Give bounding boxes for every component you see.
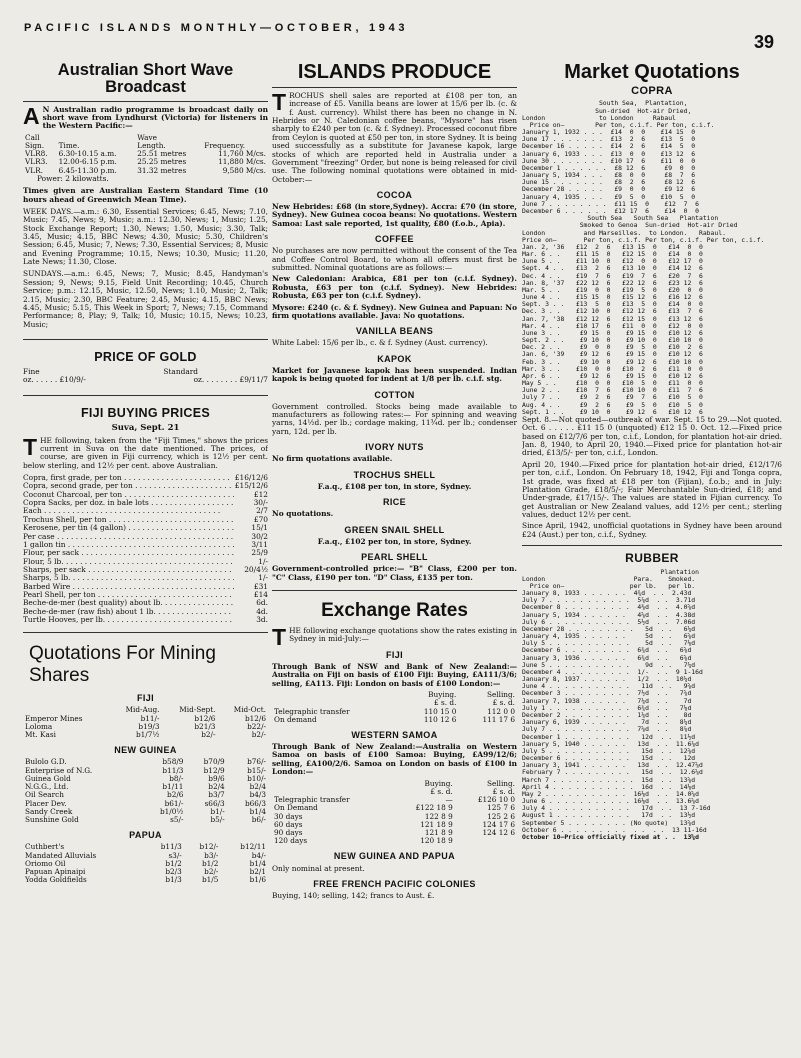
price-item: Sharps, 5 lb. . . . — [23, 574, 234, 582]
radio-heading: Australian Short Wave Broadcast — [57, 61, 234, 97]
price-value: 6d. — [256, 599, 268, 608]
fiji-intro: THE following, taken from the "Fiji Times," shows the prices current in Suva on the date mentioned. The prices, of course, are given in Fiji currency, which is 12½ per cent. below sterling, and 12½ per cent. above Australian. — [23, 433, 268, 470]
table-row: Sandy Creek b1/0½ b1/- b1/4 — [25, 806, 266, 816]
price-row — [23, 549, 268, 557]
green-snail-text: F.a.q., £102 per ton, in store, Sydney. — [317, 536, 472, 546]
price-value: 4d. — [256, 607, 268, 616]
price-row — [23, 533, 268, 541]
price-value: 30/- — [253, 499, 268, 508]
table-row: 90 days 121 8 9 124 12 6 — [274, 827, 515, 837]
price-row — [23, 516, 268, 524]
radio-times: Times given are Australian Eastern Standard Time (10 hours ahead of Greenwich Mean Time). — [23, 186, 268, 204]
table-row: Sunshine Gold s5/- b5/- b6/- — [25, 815, 266, 825]
rubber-note: October 10—Price officially fixed at . . 13⅝d — [522, 832, 699, 841]
table-row: Enterprise of N.G. b11/3 b12/9 b15/- — [25, 765, 266, 775]
price-value: 1/- — [258, 574, 268, 583]
price-value: 25/9 — [251, 549, 268, 558]
table-row: Yodda Goldfields b1/3 b1/5 b1/6 — [25, 875, 266, 885]
rubber-table-head: Plantation London Para. Smoked. Price on— per lb. per lb. — [522, 567, 699, 590]
price-item: Beche-de-mer (best quality) about lb. . . . — [23, 599, 234, 607]
table-row: Bulolo G.D. b58/9 b70/9 b76/- — [25, 757, 266, 767]
table-row: Cuthbert's b11/3 b12/- b12/11 — [25, 842, 266, 852]
table-row: Guinea Gold b8/- b9/6 b10/- — [25, 773, 266, 783]
divider — [23, 101, 268, 102]
table-row: Loloma b19/3 b21/3 b22/- — [25, 721, 266, 731]
price-item: Each . . . — [23, 507, 234, 515]
rice-text: No quotations. — [272, 509, 334, 519]
price-item: Sharps, per sack . . . — [23, 566, 234, 574]
radio-table: Call Wave Sign. Time. Length. Frequency. VLR8. 6.30-10.15 a.m. 25.51 metres 11,760 M/cs. VLR3. 12.00-6.15 p.m. 25.25 metres 11,880 M/cs. VLR. 6.45-11.30 p.m. 31.32 metres 9,580 M/cs. — [25, 132, 266, 175]
price-value: 30/2 — [251, 532, 268, 541]
copra-table-2-head: South Sea South Sea Plantation Smoked to Genoa Sun-dried Hot-air Dried London and Marseilles. to London. Rabaul. Price on— Per ton, c.i.f. Per ton, c.i.f. Per ton, c.i.f. — [522, 214, 765, 244]
radio-intro: AN Australian radio programme is broadcast daily on short wave from Lyndhurst (Victoria) for listeners in the Western Pacific:— — [23, 102, 268, 131]
ivory-heading: IVORY NUTS — [365, 442, 424, 453]
coffee-text-3: Mysore: £240 (c. & f. Sydney). New Guinea and Papuan: No firm quotations available. Java: No quotations. — [272, 302, 517, 320]
gold-heading: PRICE OF GOLD — [94, 349, 197, 364]
price-item: Kerosene, per tin (4 gallon) . . . — [23, 524, 234, 532]
mining-fiji-table: Mid-Aug. Mid-Sept. Mid-Oct. Emperor Mines b11/- b12/6 b12/6 Loloma b19/3 b21/3 b22/- Mt. Kasi b1/7½ b2/- b2/- — [25, 705, 266, 739]
price-row — [23, 541, 268, 549]
table-row: VLR. 6.45-11.30 p.m. 31.32 metres 9,580 M/cs. — [25, 165, 266, 175]
mining-fiji-label: FIJI — [136, 693, 155, 704]
coffee-text-1: No purchases are now permitted without the consent of the Tea and Coffee Control Board, to whom all offers must first be submitted. Nominal quotations are as follows:— — [272, 246, 517, 273]
radio-weekdays: WEEK DAYS.—a.m.: 6.30, Essential Services; 6.45, News; 7.10, Music; 7.45, News; 9, Music; a.m.: 12.30, News; 1, Music; 1.25, Stock Exchange Report; 1.30, News; 1.50, Music; 3.30, Talk; 3.45, Music; 4.15, BBC News; 4.30, Music; 5.30, Children's Session; 6.45, Music; 7, News; 7.30, Essential Services; 8, Music and Evening Programme; 10.15, News; 10.30, Music; 11.20, Late News; 11.30, Close. — [23, 206, 268, 267]
exchange-fiji-table: Buying. Selling. £ s. d. £ s. d. Telegraphic transfer 110 15 0 112 0 0 On demand 110 12 6 111 17 6 — [274, 690, 515, 724]
copra-heading: COPRA — [631, 85, 673, 97]
price-item: Flour, per sack . . . — [23, 549, 234, 557]
table-row: On demand 110 12 6 111 17 6 — [274, 714, 515, 724]
price-item: Copra Sacks, per doz. in bale lots . . . — [23, 499, 234, 507]
table-row: 30 days 122 8 9 125 2 6 — [274, 811, 515, 821]
table-row: VLR3. 12.00-6.15 p.m. 25.25 metres 11,880 M/cs. — [25, 157, 266, 167]
rice-heading: RICE — [382, 497, 407, 508]
price-item: Flour, 5 lb. . . . — [23, 558, 234, 566]
fiji-heading: FIJI BUYING PRICES — [80, 405, 211, 420]
price-item: 1 gallon tin . . . — [23, 541, 234, 549]
price-row — [23, 608, 268, 616]
pearl-text: Government-controlled price:— "B" Class, £200 per ton. "C" Class, £190 per ton. "D" Class, £135 per ton. — [272, 564, 517, 582]
price-value: 20/4½ — [244, 565, 268, 574]
column-left — [23, 60, 268, 1058]
mining-papua-table — [23, 843, 268, 884]
table-row: Placer Dev. b61/- s66/3 b66/3 — [25, 798, 266, 808]
cotton-heading: COTTON — [374, 389, 415, 400]
price-row — [23, 574, 268, 582]
copra-notes: Sept. 8.—Not quoted—outbreak of war. Sept. 15 to 29.—Not quoted. Oct. 6 . . . . . £11 15 0 (unquoted) £12 15 0. Oct. 12.—Fixed price based on £12/7/6 per ton, c.i.f., London, for plantation hot-air dried. Jan. 8, 1940, to April 20, 1940.—Fixed price for plantation hot-air dried, £13/5/- per ton, c.i.f., London. — [522, 414, 782, 458]
copra-table-1: January 1, 1932 . . . £14 0 0 £14 15 0 June 17 . . . . . . . £13 2 6 £13 5 0 December 16 . . . . . £14 2 6 £14 5 0 January 6, 1933 . . . £13 0 0 £13 12 6 June 30 . . . . . . . £10 17 6 £11 0 0 December 1 . . . . . . £8 12 6 £9 0 0 January 5, 1934 . . . £8 0 0 £8 7 6 June 15 . . . . . . . £8 2 6 £8 12 6 December 28 . . . . . £9 0 0 £9 12 6 January 4, 1935 . . . £9 5 0 £10 5 0 June 7 . . . . . . . . £11 15 0 £12 7 6 December 6 . . . . . . £12 17 6 £14 0 0 — [522, 128, 699, 215]
produce-heading: ISLANDS PRODUCE — [297, 61, 492, 83]
price-row — [23, 558, 268, 566]
table-row: 120 days 120 18 9 — [274, 836, 453, 846]
price-row — [23, 507, 268, 515]
mining-papua-label: PAPUA — [129, 830, 162, 841]
price-item: Copra, first grade, per ton . . . — [23, 474, 231, 482]
price-row — [23, 491, 268, 499]
price-row — [23, 482, 268, 490]
cotton-text: Government controlled. Stocks being made available to manufacturers as following rates:— For spinning and weaving yarns, 14½d. per lb.; cordage making, 11¾d. per lb.; condenser yarn, 12d. per lb. — [272, 401, 517, 436]
price-row — [23, 583, 268, 591]
table-row: N.G.G., Ltd. b1/11 b2/4 b2/4 — [25, 782, 266, 792]
price-item: Beche-de-mer (raw fish) about 1 lb. . . . — [23, 608, 234, 616]
mining-heading: Quotations For Mining Shares — [29, 643, 216, 687]
coffee-text-2: New Caledonian: Arabica, £81 per ton (c.i.f. Sydney). Robusta, £63 per ton (c.i.f. Sydney). New Hebrides: Robusta, £63 per ton (c.i.f. Sydney). — [272, 274, 517, 301]
green-snail-heading: GREEN SNAIL SHELL — [344, 524, 445, 535]
price-value: £16/12/6 — [234, 473, 268, 482]
table-row: Emperor Mines b11/- b12/6 b12/6 — [25, 713, 266, 723]
table-row: Oil Search b2/6 b3/7 b4/3 — [25, 790, 266, 800]
mining-ng-label: NEW GUINEA — [114, 745, 177, 756]
divider — [23, 632, 268, 633]
table-row: Mt. Kasi b1/7½ b2/- b2/- — [25, 730, 266, 739]
coffee-heading: COFFEE — [375, 234, 414, 245]
copra-table-2: Jan. 2, '36 £12 2 6 £13 15 0 £14 0 0 Mar. 6 . . £11 15 0 £12 15 0 £14 0 0 June 5 . . £11 10 0 £12 0 0 £12 17 0 Sept. 4 . . £13 2 6 £13 10 0 £14 12 6 Dec. 4 . . £19 7 6 £19 7 6 £20 7 6 Jan. 8, '37 £22 12 6 £22 12 6 £23 12 6 Mar. 5 . . £19 0 0 £19 5 0 £20 0 0 June 4 . . £15 15 0 £15 12 6 £16 12 6 Sept. 3 . . £13 5 0 £13 5 0 £14 0 0 Dec. 3 . . £12 10 0 £12 12 6 £13 7 6 Jan. 7, '38 £12 12 6 £12 15 0 £13 12 6 Mar. 4 . . £10 17 6 £11 0 0 £12 0 0 June 3 . . £9 15 0 £9 15 0 £10 12 6 Sept. 2 . . £9 10 0 £9 10 0 £10 10 0 Dec. 2 . . £9 0 0 £9 5 0 £10 2 6 Jan. 6, '39 £9 12 6 £9 15 0 £10 12 6 Feb. 3 . . £9 10 0 £9 12 6 £10 10 0 Mar. 3 . . £10 0 0 £10 2 6 £11 0 0 Apr. 6 . . £9 12 6 £9 15 0 £10 12 6 May 5 . . £10 0 0 £10 5 0 £11 0 0 June 2 . . £10 7 6 £10 10 0 £11 7 6 July 7 . . £9 2 6 £9 7 6 £10 5 0 Aug. 4 . . £9 2 6 £9 5 0 £10 5 0 Sept. 1 . . £9 10 0 £9 12 6 £10 12 6 — [522, 242, 703, 416]
mining-ng-table — [23, 758, 268, 824]
exchange-ws-table: Buying. Selling. £ s. d. £ s. d. Telegraphic transfer — £126 10 0 On Demand £122 18 9 125 7 6 30 days 122 8 9 125 2 6 60 days 121 18 9 124 17 6 90 days 121 8 9 124 12 6 120 days 120 18 9 — [274, 778, 515, 846]
table-row: Mandated Alluvials s3/- b3/- b4/- — [25, 850, 266, 860]
price-value: 2/7 — [256, 507, 268, 516]
vanilla-text: White Label: 15/6 per lb., c. & f. Sydney (Aust. currency). — [272, 338, 488, 348]
copra-table-1-head: South Sea, Plantation, Sun-dried Hot-air Dried, London to London Rabaul Price on— Per ton, c.i.f. Per ton, c.i.f. — [522, 99, 715, 129]
radio-power: Power: 2 kilowatts. — [37, 173, 109, 183]
gold-labels: Fine Standard — [23, 367, 198, 377]
price-item: Copra, second grade, per ton . . . — [23, 482, 231, 490]
running-head: PACIFIC ISLANDS MONTHLY—OCTOBER, 1943 — [24, 22, 409, 34]
market-heading: Market Quotations — [564, 61, 740, 83]
exchange-intro: THE following exchange quotations show the rates existing in Sydney in mid-July:— — [272, 624, 517, 651]
price-row — [23, 474, 268, 482]
page-header — [0, 0, 801, 60]
exchange-ws-text: Through Bank of New Zealand:—Australia on Western Samoa on basis of £100 Samoa: Buying, £A99/12/6; selling, £A100/2/6. Samoa on London on basis of £100 in London:— — [272, 742, 517, 777]
price-value: £14 — [253, 591, 268, 600]
kapok-heading: KAPOK — [377, 353, 412, 364]
price-value: £12 — [253, 490, 268, 499]
price-row — [23, 591, 268, 599]
cocoa-heading: COCOA — [376, 189, 413, 200]
column-right — [522, 60, 782, 1058]
price-value: 3d. — [256, 616, 268, 625]
column-middle — [272, 60, 517, 1058]
price-value: 1/- — [258, 557, 268, 566]
ivory-text: No firm quotations available. — [272, 454, 393, 464]
price-item: Per case . . . — [23, 533, 234, 541]
exchange-ffpc-text: Buying, 140; selling, 142; francs to Aust. £. — [272, 891, 435, 901]
cocoa-text: New Hebrides: £68 (in store,Sydney). Accra: £70 (in store, Sydney). New Guinea cocoa beans: No quotations. Western Samoa: Last sale reported, 1st quality, £80 (f.o.b., Apia). — [272, 202, 517, 228]
fiji-price-list — [23, 474, 268, 624]
table-row: 60 days 121 18 9 124 17 6 — [274, 819, 515, 829]
table-row: Telegraphic transfer 110 15 0 112 0 0 — [274, 706, 515, 716]
price-value: £70 — [253, 515, 268, 524]
price-value: £15/12/6 — [234, 482, 268, 491]
rubber-heading: RUBBER — [625, 551, 679, 566]
table-row: Telegraphic transfer — £126 10 0 — [274, 795, 515, 805]
fiji-subheading: Suva, Sept. 21 — [111, 422, 180, 433]
price-item: Barbed Wire . . . — [23, 583, 234, 591]
page-number: 39 — [754, 32, 775, 52]
vanilla-heading: VANILLA BEANS — [355, 326, 434, 337]
exchange-ws-heading: WESTERN SAMOA — [351, 729, 438, 740]
price-row — [23, 599, 268, 607]
rubber-table: January 8, 1933 . . . . . . 4¾d . . 2.43d July 7 . . . . . . . . . . . 5⅞d . . 3.71d December 8 . . . . . . . . . 4⅜d . . 4.0⅝d January 5, 1934 . . . . . . 4⅝d . . 4.38d July 6 . . . . . . . . . . . 5½d . . 7.06d December 28 . . . . . . . . . 5d . . 6¼d January 4, 1935 . . . . . . 5d . . 6⅝d July 5 . . . . . . . . . . . 5d . . 7⅛d December 6 . . . . . . . . . 6¾d . . 6⅝d January 3, 1936 . . . . . . 6¾d . . 6⅝d June 5 . . . . . . . . . . . 9d . . 7¼d December 4 . . . . . . . . . 1/- . . 9 1-16d January 8, 1937 . . . . . . 1/2 . . 10¼d June 4 . . . . . . . . . . . 11d . . 9⅝d December 3 . . . . . . . . . 7½d . . 7⅝d January 7, 1938 . . . . . . 7¼d . . 7d July 1 . . . . . . . . . . . 6¾d . . 7⅛d December 2 . . . . . . . . . 1¼d . . 8d January 6, 1939 . . . . . . 7d . . 8¼d July 7 . . . . . . . . . . . 7⅝d . . 8⅞d December 1 . . . . . . . . . 12d . . 11½d January 5, 1940 . . . . . . 13d . . 11.6⅞d July 5 . . . . . . . . . . . 15d . . 12⅝d December 6 . . . . . . . . . 15d . . 12d January 3, 1941 . . . . . . 13d . . 12.47⅝d February 7 . . . . . . . . . 15d . . 12.6⅝d March 7 . . . . . . . . . . . 15d . . 13⅝d April 4 . . . . . . . . . . . 16d . . 14⅛d May 2 . . . . . . . . . . . 16⅛d . . 14.0⅝d June 6 . . . . . . . . . . . 16⅛d . . 13.6⅝d July 4 . . . . . . . . . . . 17d . . 13 7-16d August 1 . . . . . . . . . . 17d . . 13½d September 5 . . . . . . . . (No quote) 13⅝d October 6 . . . . . . . . . . . . . 13 11-16d — [522, 589, 711, 834]
exchange-heading: Exchange Rates — [321, 600, 468, 622]
divider — [23, 339, 268, 340]
table-row: Papuan Apinaipi b2/3 b2/- b2/1 — [25, 867, 266, 877]
price-row — [23, 499, 268, 507]
radio-sundays: SUNDAYS.—a.m.: 6.45, News; 7, Music; 8.45, Handyman's Session; 9, News; 9.15, Field Unit Recording; 10.45, Church Service; p.m.: 12.15, Music, 12.50, News; 1.10, Music; 2, Talk; 2.15, Music; 2.30, BBC Feature; 2.45, Music; 4.15, BBC News; 4.45, Music; 5.15, This Week in Sport; 7, News; 7.15, Command Performance; 8, Play; 9, Talk; 10, Music; 10.15, News; 10.23, Music; — [23, 269, 268, 329]
copra-note-1942: Since April, 1942, unofficial quotations in Sydney have been around £24 (Aust.) per ton, c.i.f., Sydney. — [522, 521, 782, 539]
trochus-heading: TROCHUS SHELL — [353, 469, 436, 480]
divider — [272, 87, 517, 88]
table-row: Oriomo Oil b1/2 b1/2 b1/4 — [25, 858, 266, 868]
exchange-fiji-heading: FIJI — [385, 649, 404, 660]
exchange-ffpc-heading: FREE FRENCH PACIFIC COLONIES — [313, 878, 476, 889]
price-item: Coconut Charcoal, per ton . . . — [23, 491, 234, 499]
price-item: Turtle Hooves, per lb. . . . — [23, 616, 234, 624]
exchange-fiji-text: Through Bank of NSW and Bank of New Zealand:—Australia on Fiji on basis of £100 Fiji: Buying, £A111/3/6; selling, £A113. Fiji: London on basis of £100 London:— — [272, 661, 517, 688]
produce-intro: TROCHUS shell sales are reported at £108 per ton, an increase of £5. Vanilla beans are lower at 15/6 per lb. (c. & f. Aust. currency). Whilst there has been no change in N. Hebrides or N. Caledonian coffee beans, "Mysore" has risen sharply to £240 per ton (c. & f. Sydney). Processed coconut fibre from Ceylon is quoted at £50 per ton, in store Sydney. It is being used successfully as a substitute for Javanese kapok, large stocks of which are reported held in Australia under a Government "freezing" Order, but none is being released for civil use. The following nominal quotations were obtained in mid-October:— — [272, 89, 517, 184]
divider — [522, 545, 782, 546]
price-value: 15/1 — [251, 524, 268, 533]
price-row — [23, 616, 268, 624]
divider — [272, 590, 517, 591]
price-row — [23, 524, 268, 532]
gold-prices: oz. . . . . . £10/9/- oz. . . . . . . . £9/11/7 — [23, 375, 268, 385]
price-item: Trochus Shell, per ton . . . — [23, 516, 234, 524]
trochus-text: F.a.q., £108 per ton, in store, Sydney. — [317, 481, 472, 491]
kapok-text: Market for Javanese kapok has been suspended. Indian kapok is being quoted for indent at 1/8 per lb. c.i.f. stg. — [272, 365, 517, 384]
copra-note-1940: April 20, 1940.—Fixed price for plantation hot-air dried, £12/17/6 per ton, c.i.f., London. On February 18, 1942, Fiji and Tonga copra, 1st grade, was fixed at £18 per ton (Fijian), f.o.b.; and in July: Plantation Grade, £18/5/-; Fair Merchantable Sun-dried, £18; and Under-grade, £17/15/-. The values are stated in Fijian currency. To get Australian or New Zealand values, add 12½ per cent.; sterling values, deduct 12½ per cent. — [522, 459, 782, 519]
pearl-heading: PEARL SHELL — [361, 552, 428, 563]
price-row — [23, 566, 268, 574]
exchange-ngp-text: Only nominal at present. — [272, 863, 365, 873]
price-value: 3/11 — [251, 540, 268, 549]
divider — [23, 395, 268, 396]
table-row: VLR8. 6.30-10.15 a.m. 25.51 metres 11,760 M/cs. — [25, 149, 266, 159]
price-item: Pearl Shell, per ton . . . — [23, 591, 234, 599]
table-row: On Demand £122 18 9 125 7 6 — [274, 803, 515, 813]
exchange-ngp-heading: NEW GUINEA AND PAPUA — [333, 851, 456, 862]
price-value: £31 — [253, 582, 268, 591]
